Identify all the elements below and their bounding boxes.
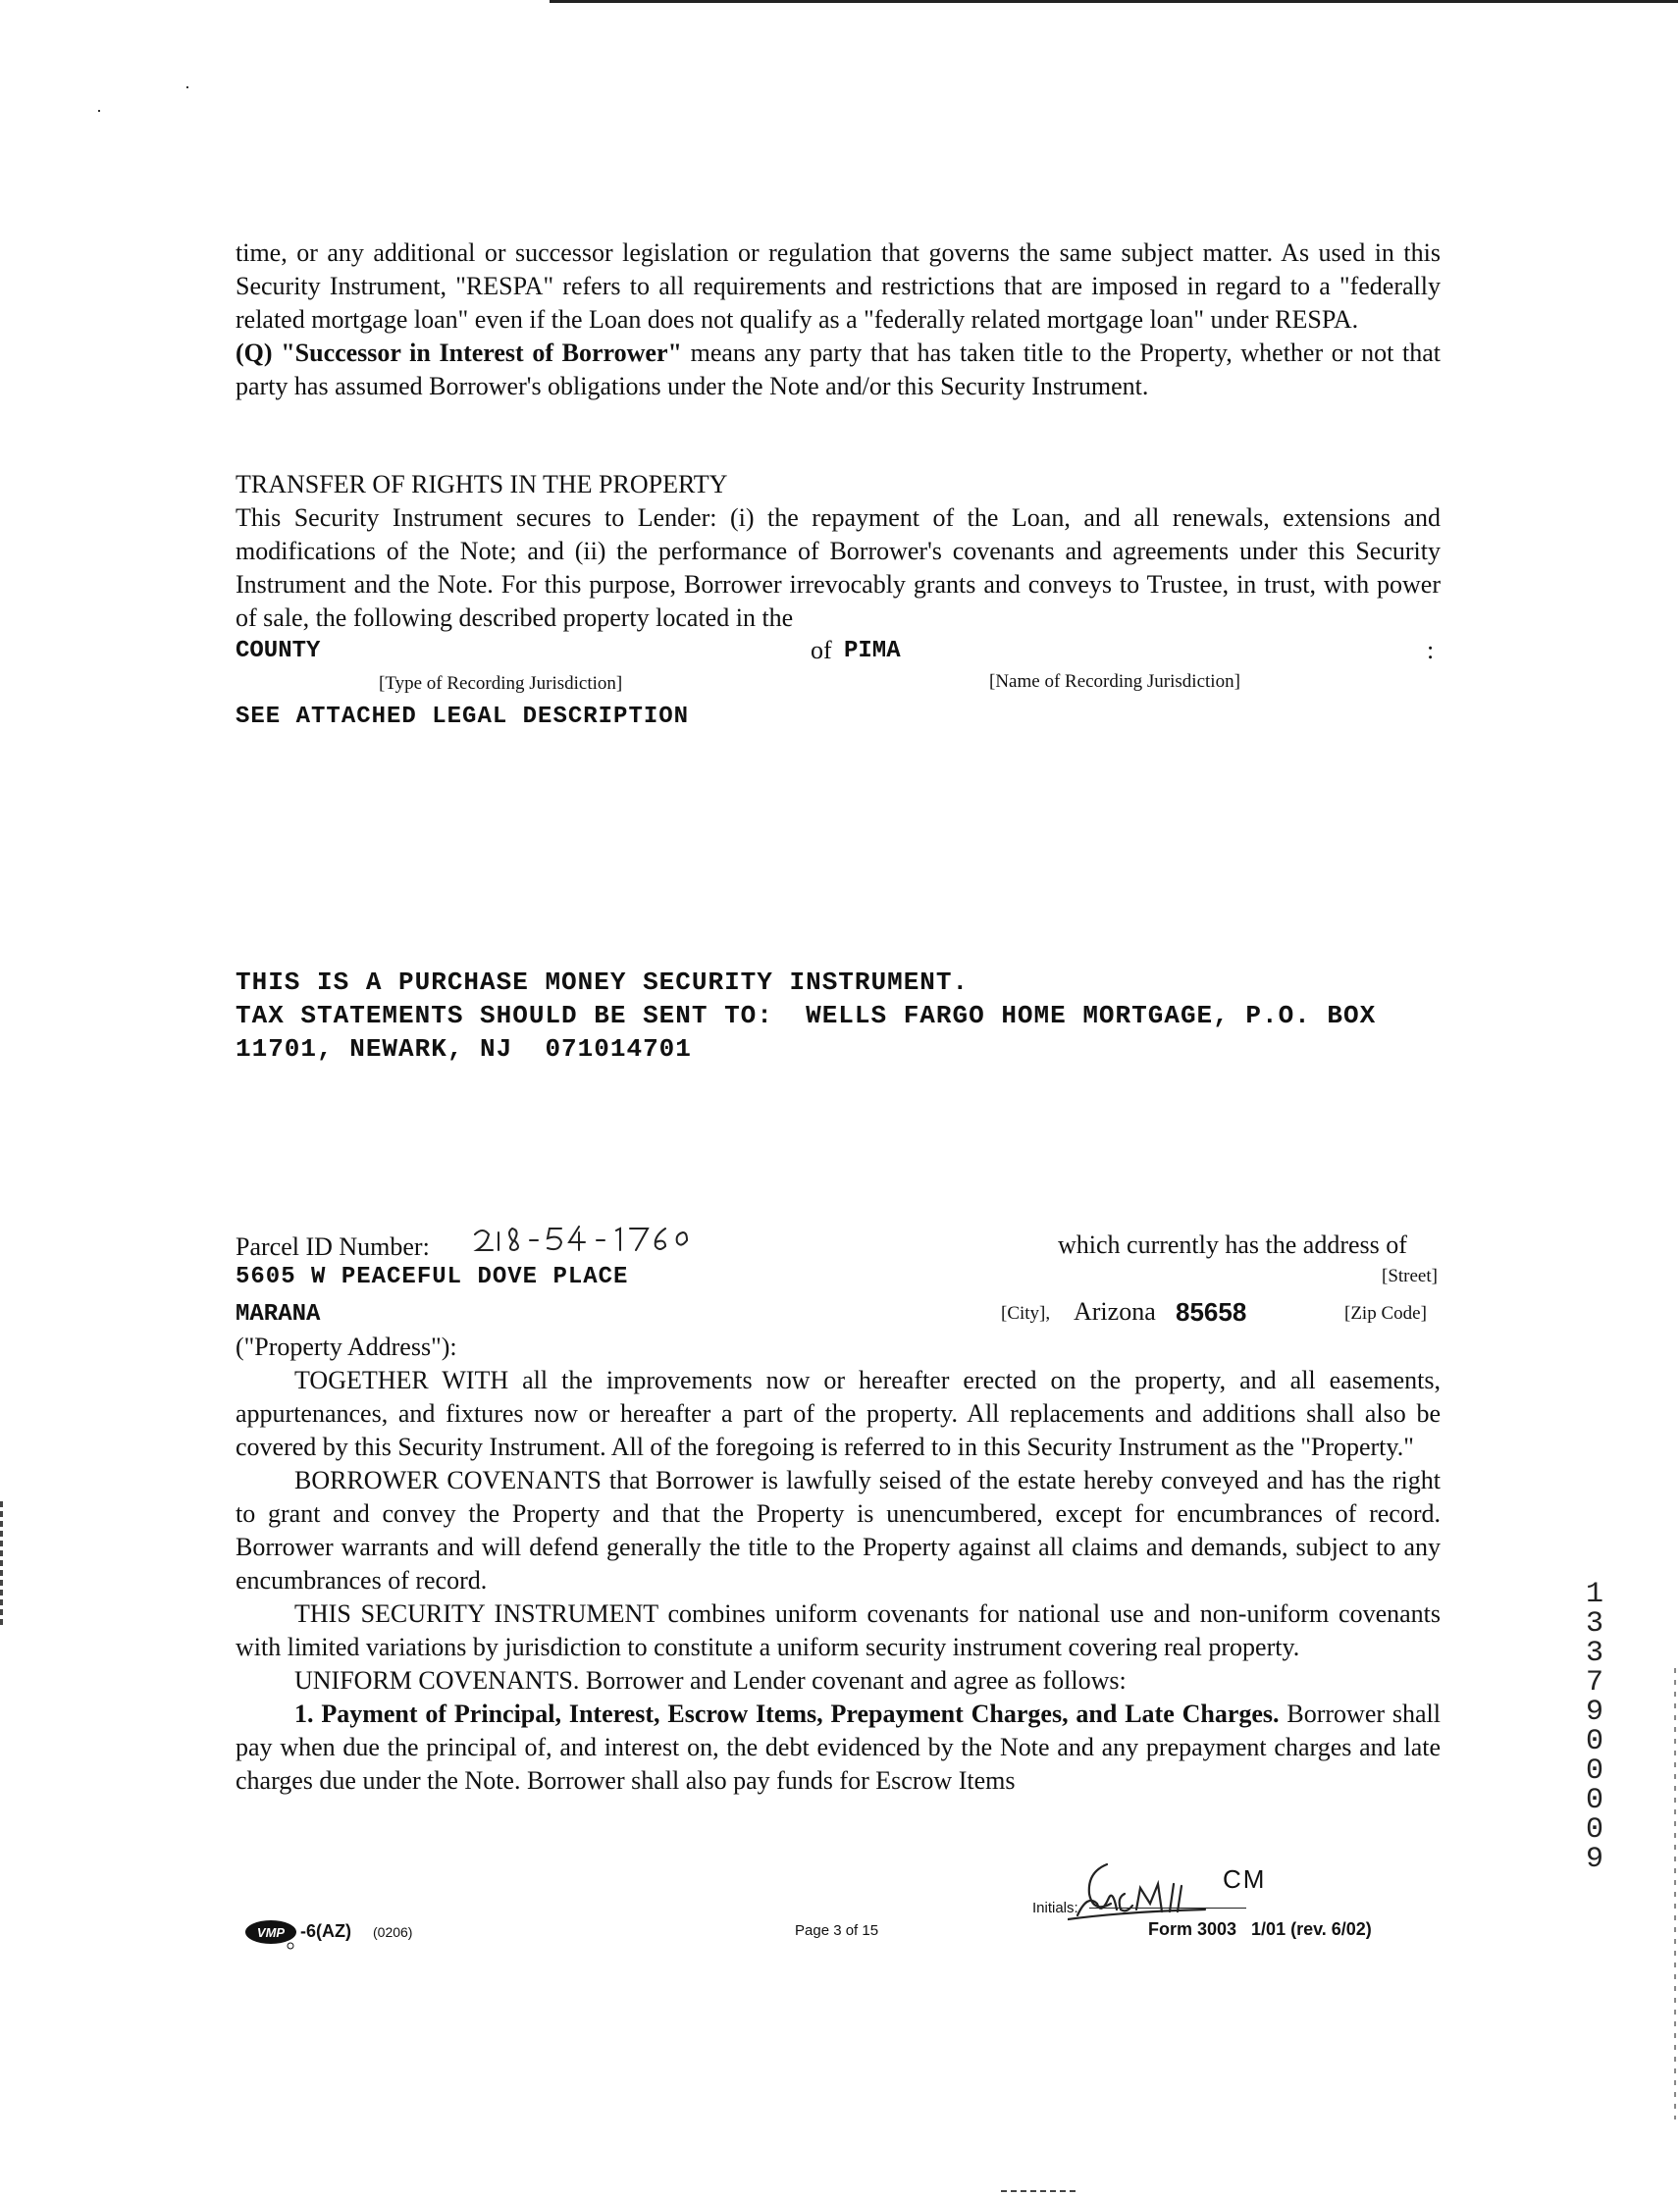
top-border-line bbox=[550, 0, 1678, 3]
address-intro: which currently has the address of bbox=[1058, 1230, 1407, 1259]
covenants-block bbox=[236, 1364, 1441, 1798]
jurisdiction-type-caption: [Type of Recording Jurisdiction] bbox=[379, 673, 623, 694]
scan-dot bbox=[98, 110, 100, 112]
jurisdiction-type-value: COUNTY bbox=[236, 638, 321, 664]
form-code: -6(AZ) bbox=[300, 1921, 351, 1941]
initials-signature bbox=[1068, 1855, 1215, 1928]
successor-label: (Q) "Successor in Interest of Borrower" bbox=[236, 339, 682, 367]
transfer-heading: TRANSFER OF RIGHTS IN THE PROPERTY bbox=[236, 470, 728, 498]
jurisdiction-colon: : bbox=[1427, 636, 1435, 664]
scan-dot bbox=[186, 86, 188, 88]
city-caption: [City], bbox=[1001, 1303, 1051, 1324]
jurisdiction-name-caption: [Name of Recording Jurisdiction] bbox=[989, 671, 1240, 692]
margin-stamp: 1337900009 bbox=[1585, 1578, 1603, 1876]
covenant-one-text: Borrower shall pay when due the principal of, and interest on, the debt evidenced by the Note and any prepayment charges and late charges due under the Note. Borrower shall also pay funds for Escrow Items bbox=[236, 1700, 1441, 1795]
vmp-logo bbox=[243, 1918, 302, 1946]
successor-text: means any party that has taken title to the Property, whether or not that party has assumed Borrower's obligations under the Note and/or this Security Instrument. bbox=[236, 339, 1441, 400]
vmp-logo-text: VMP bbox=[256, 1925, 286, 1940]
property-address-label: ("Property Address"): bbox=[236, 1333, 457, 1361]
security-instrument-paragraph: THIS SECURITY INSTRUMENT combines uniform covenants for national use and non-uniform covenants with limited variations by jurisdiction to constitute a uniform security instrument covering real property. bbox=[236, 1599, 1441, 1661]
respa-paragraph-block bbox=[236, 236, 1441, 403]
transfer-text: This Security Instrument secures to Lender: (i) the repayment of the Loan, and all renewals, extensions and modifications of the Note; and (ii) the performance of Borrower's covenants and agreements under this Security Instrument and the Note. For this purpose, Borrower irrevocably grants and conveys to Trustee, in trust, with power of sale, the following described property located in the bbox=[236, 503, 1441, 632]
city-value: MARANA bbox=[236, 1301, 321, 1328]
respa-paragraph: time, or any additional or successor legislation or regulation that governs the same subject matter. As used in this Security Instrument, "RESPA" refers to all requirements and restrictions that are imposed in regard to a "federally related mortgage loan" even if the Loan does not qualify as a "federally related mortgage loan" under RESPA. bbox=[236, 238, 1441, 334]
initials-underline bbox=[1089, 1908, 1246, 1909]
covenant-one-paragraph bbox=[236, 1698, 1441, 1798]
jurisdiction-name-value: PIMA bbox=[844, 638, 901, 664]
zip-caption: [Zip Code] bbox=[1344, 1303, 1427, 1324]
initials-second: CM bbox=[1223, 1864, 1267, 1894]
bottom-edge-mark bbox=[1001, 2190, 1079, 2192]
initials-label: Initials: bbox=[1032, 1900, 1078, 1916]
left-edge-mark bbox=[0, 1501, 3, 1629]
right-edge-mark bbox=[1674, 1668, 1676, 2120]
street-value: 5605 W PEACEFUL DOVE PLACE bbox=[236, 1264, 629, 1290]
form-date: (0206) bbox=[373, 1924, 413, 1940]
covenant-one-heading: 1. Payment of Principal, Interest, Escrow Items, Prepayment Charges, and Late Charges. bbox=[294, 1700, 1280, 1728]
parcel-id-label: Parcel ID Number: bbox=[236, 1232, 430, 1261]
transfer-section bbox=[236, 468, 1441, 635]
street-caption: [Street] bbox=[1382, 1266, 1438, 1286]
purchase-money-line1: THIS IS A PURCHASE MONEY SECURITY INSTRUMENT. bbox=[236, 968, 970, 997]
parcel-id-handwritten bbox=[469, 1221, 695, 1265]
legal-description: SEE ATTACHED LEGAL DESCRIPTION bbox=[236, 704, 690, 730]
page-number: Page 3 of 15 bbox=[795, 1922, 879, 1939]
state-name: Arizona bbox=[1074, 1297, 1156, 1326]
jurisdiction-of-label: of bbox=[811, 636, 832, 664]
form-name: Form 3003 1/01 (rev. 6/02) bbox=[1148, 1919, 1372, 1939]
successor-definition bbox=[236, 337, 1441, 403]
together-with-paragraph: TOGETHER WITH all the improvements now or hereafter erected on the property, and all easements, appurtenances, and fixtures now or hereafter a part of the property. All replacements and additions shall also be covered by this Security Instrument. All of the foregoing is referred to in this Security Instrument as the "Property." bbox=[236, 1366, 1441, 1461]
zip-value: 85658 bbox=[1176, 1297, 1247, 1327]
tax-statement-line3: 11701, NEWARK, NJ 071014701 bbox=[236, 1034, 692, 1064]
uniform-covenants-paragraph: UNIFORM COVENANTS. Borrower and Lender covenant and agree as follows: bbox=[294, 1666, 1127, 1695]
borrower-covenants-paragraph: BORROWER COVENANTS that Borrower is lawfully seised of the estate hereby conveyed and has the right to grant and convey the Property and that the Property is unencumbered, except for encumbrances of record. Borrower warrants and will defend generally the title to the Property against all claims and demands, subject to any encumbrances of record. bbox=[236, 1466, 1441, 1595]
tax-statement-line2: TAX STATEMENTS SHOULD BE SENT TO: WELLS FARGO HOME MORTGAGE, P.O. BOX bbox=[236, 1001, 1377, 1030]
